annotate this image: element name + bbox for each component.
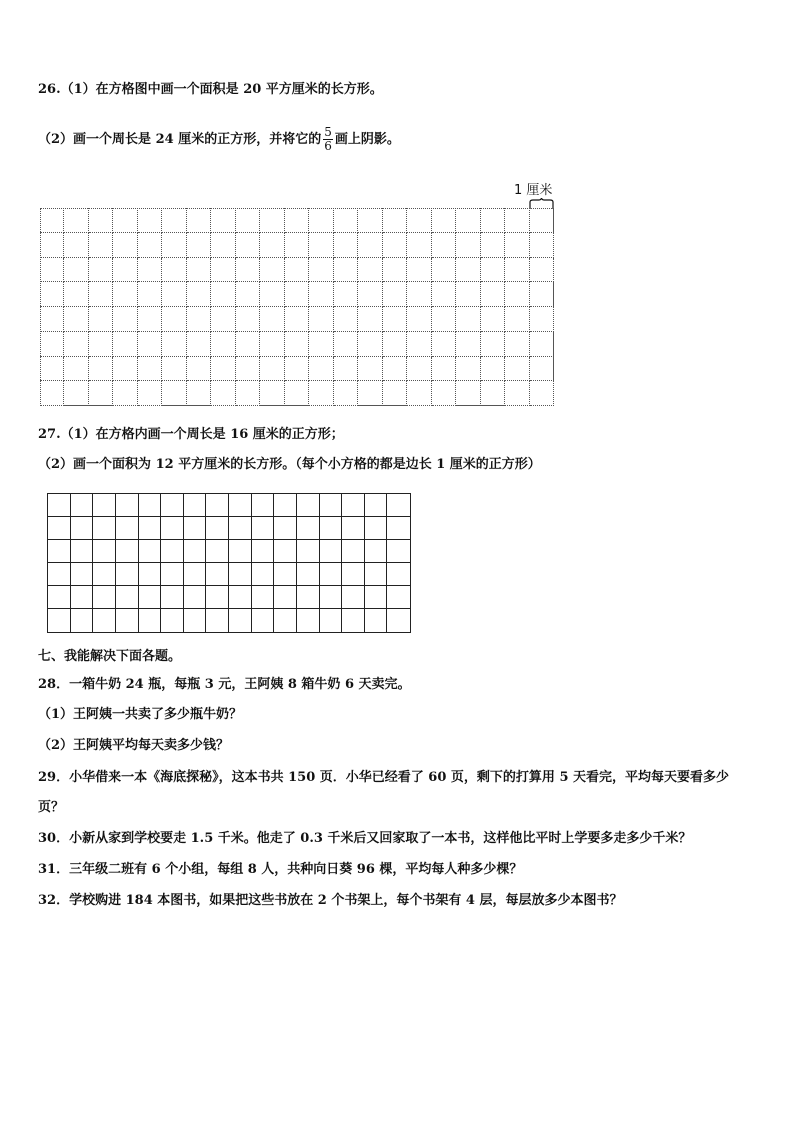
grid-cell[interactable]: [139, 563, 162, 586]
grid-cell[interactable]: [139, 586, 162, 609]
q31-text: 31．三年级二班有 6 个小组，每组 8 人，共种向日葵 96 棵，平均每人种多少棵？: [38, 862, 523, 877]
grid-cell[interactable]: [274, 563, 297, 586]
q30-text: 30．小新从家到学校要走 1.5 千米。他走了 0.3 千米后又回家取了一本书，这样他比平时上学要多走多少千米？: [38, 831, 692, 846]
grid-cell[interactable]: [320, 563, 343, 586]
grid-cell[interactable]: [206, 609, 229, 632]
grid-cell[interactable]: [297, 494, 320, 517]
grid-cell[interactable]: [274, 609, 297, 632]
grid-cell[interactable]: [184, 517, 207, 540]
grid-cell[interactable]: [93, 540, 116, 563]
grid-cell[interactable]: [320, 586, 343, 609]
grid-cell[interactable]: [252, 609, 275, 632]
grid-cell[interactable]: [161, 563, 184, 586]
grid-cell[interactable]: [342, 517, 365, 540]
grid-cell[interactable]: [365, 609, 388, 632]
grid-cell[interactable]: [342, 540, 365, 563]
grid-cell[interactable]: [229, 517, 252, 540]
grid-cell[interactable]: [274, 494, 297, 517]
grid-cell[interactable]: [139, 540, 162, 563]
grid-cell[interactable]: [161, 609, 184, 632]
grid-cell[interactable]: [342, 563, 365, 586]
q26-part1: 26.（1）在方格图中画一个面积是 20 平方厘米的长方形。: [38, 82, 383, 97]
grid-cell[interactable]: [93, 586, 116, 609]
grid-cell[interactable]: [139, 609, 162, 632]
grid-cell[interactable]: [387, 609, 410, 632]
q32-text: 32．学校购进 184 本图书，如果把这些书放在 2 个书架上，每个书架有 4 层，每层放多少本图书？: [38, 893, 623, 908]
grid-cell[interactable]: [297, 540, 320, 563]
q28-sub2: （2）王阿姨平均每天卖多少钱？: [38, 738, 230, 753]
grid-cell[interactable]: [116, 609, 139, 632]
grid-cell[interactable]: [71, 517, 94, 540]
grid-cell[interactable]: [116, 586, 139, 609]
grid-cell[interactable]: [48, 609, 71, 632]
dotted-grid-q26-frame: [40, 208, 554, 406]
grid-cell[interactable]: [320, 540, 343, 563]
grid-cell[interactable]: [48, 494, 71, 517]
grid-cell[interactable]: [252, 563, 275, 586]
q26-part2-text-before: （2）画一个周长是 24 厘米的正方形，并将它的: [38, 132, 322, 147]
grid-cell[interactable]: [387, 540, 410, 563]
grid-cell[interactable]: [365, 517, 388, 540]
grid-cell[interactable]: [297, 563, 320, 586]
q29-line1: 29．小华借来一本《海底探秘》，这本书共 150 页．小华已经看了 60 页，剩下的打算用 5 天看完，平均每天要看多少: [38, 770, 730, 785]
grid-cell[interactable]: [93, 609, 116, 632]
q27-part1: 27.（1）在方格内画一个周长是 16 厘米的正方形；: [38, 427, 344, 442]
q28-text: 28．一箱牛奶 24 瓶，每瓶 3 元，王阿姨 8 箱牛奶 6 天卖完。: [38, 677, 411, 692]
grid-cell[interactable]: [229, 563, 252, 586]
grid-cell[interactable]: [93, 494, 116, 517]
grid-cell[interactable]: [116, 517, 139, 540]
grid-cell[interactable]: [184, 609, 207, 632]
grid-cell[interactable]: [297, 586, 320, 609]
grid-cell[interactable]: [71, 586, 94, 609]
grid-cell[interactable]: [320, 517, 343, 540]
grid-cell[interactable]: [71, 609, 94, 632]
grid-cell[interactable]: [387, 494, 410, 517]
grid-cell[interactable]: [71, 563, 94, 586]
fraction-five-sixths: [323, 126, 333, 153]
grid-cell[interactable]: [229, 609, 252, 632]
grid-cell[interactable]: [252, 586, 275, 609]
grid-cell[interactable]: [252, 517, 275, 540]
grid-cell[interactable]: [116, 494, 139, 517]
grid-cell[interactable]: [229, 586, 252, 609]
grid-cell[interactable]: [116, 540, 139, 563]
grid-cell[interactable]: [297, 517, 320, 540]
grid-cell[interactable]: [161, 586, 184, 609]
grid-cell[interactable]: [206, 540, 229, 563]
q29-line2: 页？: [38, 800, 65, 815]
grid-cell[interactable]: [297, 609, 320, 632]
grid-cell[interactable]: [161, 494, 184, 517]
grid-cell[interactable]: [365, 563, 388, 586]
grid-cell[interactable]: [365, 540, 388, 563]
grid-cell[interactable]: [387, 563, 410, 586]
grid-cell[interactable]: [342, 494, 365, 517]
grid-cell[interactable]: [184, 494, 207, 517]
grid-cell[interactable]: [93, 563, 116, 586]
fraction-denominator: 6: [324, 139, 332, 153]
grid-cell[interactable]: [229, 540, 252, 563]
grid-cell[interactable]: [161, 540, 184, 563]
grid-cell[interactable]: [320, 609, 343, 632]
q26-part2: [38, 126, 400, 153]
grid-cell[interactable]: [206, 563, 229, 586]
grid-cell[interactable]: [229, 494, 252, 517]
grid-cell[interactable]: [274, 517, 297, 540]
grid-cell[interactable]: [48, 563, 71, 586]
grid-cell[interactable]: [71, 494, 94, 517]
grid-cell[interactable]: [387, 586, 410, 609]
grid-cell[interactable]: [387, 517, 410, 540]
grid-cell[interactable]: [48, 517, 71, 540]
grid-cell[interactable]: [252, 540, 275, 563]
q28-sub1: （1）王阿姨一共卖了多少瓶牛奶？: [38, 707, 243, 722]
grid-cell[interactable]: [71, 540, 94, 563]
grid-cell[interactable]: [252, 494, 275, 517]
grid-cell[interactable]: [161, 517, 184, 540]
grid-cell[interactable]: [274, 540, 297, 563]
grid-cell[interactable]: [365, 494, 388, 517]
q26-part2-text-after: 画上阴影。: [334, 132, 400, 147]
grid-cell[interactable]: [206, 517, 229, 540]
grid-cell[interactable]: [342, 586, 365, 609]
grid-cell[interactable]: [320, 494, 343, 517]
grid-cell[interactable]: [48, 540, 71, 563]
grid-cell[interactable]: [274, 586, 297, 609]
grid-cell[interactable]: [342, 609, 365, 632]
grid-cell[interactable]: [139, 517, 162, 540]
square-grid-q27[interactable]: [47, 493, 411, 633]
grid-cell[interactable]: [184, 540, 207, 563]
fraction-numerator: 5: [324, 125, 332, 139]
unit-length-label: 1 厘米: [514, 183, 553, 198]
grid-cell[interactable]: [206, 586, 229, 609]
grid-cell[interactable]: [139, 494, 162, 517]
grid-cell[interactable]: [48, 586, 71, 609]
grid-cell[interactable]: [184, 563, 207, 586]
q27-part2: （2）画一个面积为 12 平方厘米的长方形。（每个小方格的都是边长 1 厘米的正方形）: [38, 457, 541, 472]
grid-cell[interactable]: [184, 586, 207, 609]
grid-cell[interactable]: [116, 563, 139, 586]
grid-cell[interactable]: [206, 494, 229, 517]
section-7-title: 七、我能解决下面各题。: [38, 649, 182, 664]
grid-cell[interactable]: [93, 517, 116, 540]
grid-cell[interactable]: [365, 586, 388, 609]
